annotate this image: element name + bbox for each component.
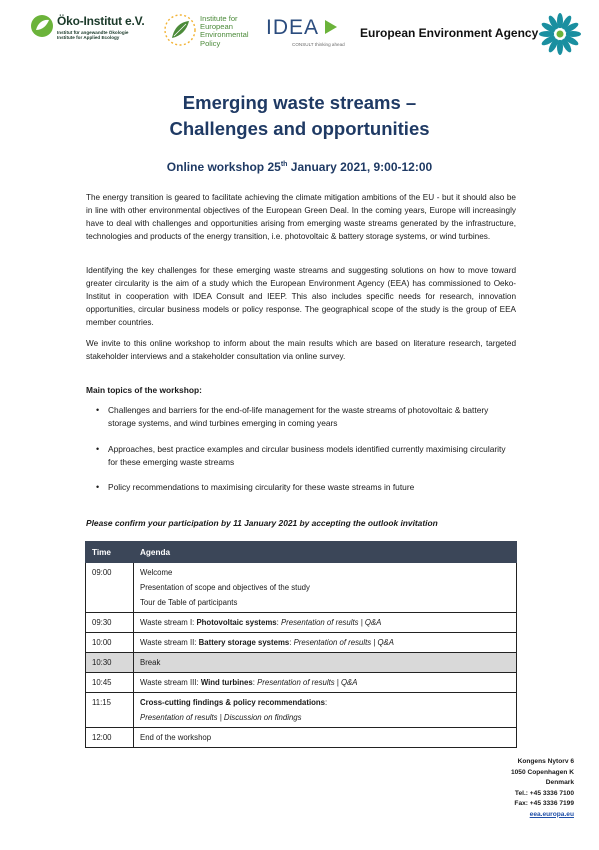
bullet-icon: •	[96, 482, 100, 492]
agenda-item-format: Presentation of results | Discussion on findings	[140, 713, 302, 722]
eea-address-block	[440, 757, 574, 820]
agenda-time: 11:15	[86, 693, 134, 728]
intro-paragraph-1: The energy transition is geared to facilitate achieving the climate mitigation ambitions of the EU - but it should also be in line with other environmental objectives of the European Green Deal. In the coming years, Europe will increasingly have to deal with challenges and opportunities arising from emerging waste streams generated by the infrastructure, technologies and products of the energy transition, i.e. photovoltaic & battery storage systems, or wind turbines.	[86, 193, 516, 241]
agenda-item-format: Presentation of results | Q&A	[293, 638, 394, 647]
agenda-item	[134, 563, 517, 613]
header-time: Time	[86, 542, 134, 563]
agenda-item	[134, 673, 517, 693]
agenda-header-row	[86, 542, 517, 563]
subtitle-superscript: th	[280, 161, 288, 168]
table-row	[86, 693, 517, 728]
agenda-time: 10:30	[86, 653, 134, 673]
agenda-tour: Tour de Table of participants	[140, 598, 238, 607]
topic-item	[96, 443, 513, 469]
agenda-time: 12:00	[86, 728, 134, 748]
agenda-item-topic: Wind turbines	[200, 678, 253, 687]
ieep-line-3: Environmental	[200, 30, 249, 40]
oeko-name: Öko-Institut e.V.	[57, 14, 145, 28]
workshop-date-subtitle	[0, 160, 599, 174]
agenda-item-topic: Battery storage systems	[198, 638, 290, 647]
agenda-item: Break	[134, 653, 517, 673]
eea-name: European Environment Agency	[360, 26, 539, 40]
agenda-item-prefix: Waste stream II:	[140, 638, 199, 647]
eea-website-link[interactable]: eea.europa.eu	[529, 810, 574, 818]
ieep-line-2: European	[200, 22, 233, 32]
subtitle-date: January 2021, 9:00-12:00	[287, 160, 433, 174]
oeko-leaf-icon	[30, 14, 54, 38]
topic-text: Approaches, best practice examples and circular business models identified currently maximising circularity for these emerging waste streams	[108, 444, 506, 467]
table-row	[86, 673, 517, 693]
agenda-item-heading	[140, 695, 510, 710]
oeko-institut-logo	[30, 14, 154, 48]
page-title-line-1: Emerging waste streams –	[182, 92, 417, 113]
agenda-item: End of the workshop	[134, 728, 517, 748]
idea-name: IDEA	[266, 16, 320, 39]
table-row	[86, 563, 517, 613]
topics-heading: Main topics of the workshop:	[86, 385, 202, 395]
agenda-item-prefix: Waste stream I:	[140, 618, 197, 627]
idea-tagline: CONSULT thinking ahead	[292, 42, 345, 47]
oeko-subtitle-en: Institute for Applied Ecology	[57, 35, 120, 40]
address-street: Kongens Nytorv 6	[517, 758, 574, 765]
page-title-line-2: Challenges and opportunities	[169, 118, 430, 139]
agenda-item-separator: :	[252, 678, 258, 687]
table-row	[86, 613, 517, 633]
agenda-item-separator: :	[289, 638, 294, 647]
agenda-time: 10:45	[86, 673, 134, 693]
oeko-subtitle-de: Institut für angewandte Ökologie	[57, 30, 129, 35]
address-phone: Tel.: +45 3336 7100	[514, 789, 574, 797]
agenda-time: 10:00	[86, 633, 134, 653]
subtitle-text: Online workshop 25	[166, 160, 281, 174]
agenda-item-topic: Cross-cutting findings & policy recommendations	[140, 698, 325, 707]
address-city: 1050 Copenhagen K	[510, 768, 574, 776]
header-agenda: Agenda	[134, 542, 517, 563]
ieep-name	[200, 15, 249, 48]
agenda-item-format: Presentation of results | Q&A	[257, 678, 358, 687]
eea-logo	[360, 12, 582, 56]
idea-triangle-icon	[324, 19, 338, 35]
agenda-welcome: Welcome	[140, 568, 173, 577]
agenda-item-separator: :	[324, 698, 328, 707]
intro-paragraph-3: We invite to this online workshop to inform about the main results which are based on literature research, targeted stakeholder interviews and a stakeholder consultation via online survey.	[86, 339, 516, 361]
ieep-line-4: Policy	[200, 38, 221, 48]
ieep-line-1: Institute for	[200, 14, 238, 23]
topic-text: Policy recommendations to maximising circularity for these waste streams in future	[108, 482, 415, 492]
address-fax: Fax: +45 3336 7199	[514, 800, 574, 807]
logo-bar	[30, 12, 582, 58]
bullet-icon: •	[96, 405, 100, 415]
agenda-item-format: Presentation of results | Q&A	[280, 618, 382, 627]
intro-paragraph-2: Identifying the key challenges for these emerging waste streams and suggesting solutions on how to move toward greater circularity is the aim of a study which the European Environment Agency (EEA) has commissioned to Oeko-Institut in cooperation with IDEA Consult and IEEP. This also includes specific needs for research, innovation opportunities, circular business models or policy response. The geographical scope of the study is the group of EEA member countries.	[86, 266, 516, 327]
agenda-scope: Presentation of scope and objectives of the study	[140, 583, 310, 592]
rsvp-note: Please confirm your participation by 11 January 2021 by accepting the outlook invitation	[86, 518, 438, 528]
ieep-logo	[162, 12, 258, 52]
agenda-item	[134, 613, 517, 633]
table-row	[86, 728, 517, 748]
agenda-time: 09:30	[86, 613, 134, 633]
agenda-item-separator: :	[276, 618, 281, 627]
agenda-item-topic: Photovoltaic systems	[196, 618, 277, 627]
idea-consult-logo	[266, 16, 346, 52]
agenda-item	[134, 633, 517, 653]
agenda-item	[134, 693, 517, 728]
table-row-break	[86, 653, 517, 673]
ieep-leaf-wreath-icon	[162, 12, 198, 48]
topic-text: Challenges and barriers for the end-of-life management for the waste streams of photovoltaic & battery storage systems, and wind turbines emerging in coming years	[108, 405, 489, 428]
eea-flower-icon	[538, 12, 582, 56]
topic-item	[96, 404, 513, 430]
address-country: Denmark	[545, 779, 574, 786]
bullet-icon: •	[96, 444, 100, 454]
agenda-item-prefix: Waste stream III:	[140, 678, 201, 687]
agenda-table	[85, 541, 517, 748]
topic-item	[96, 481, 513, 494]
table-row	[86, 633, 517, 653]
agenda-time: 09:00	[86, 563, 134, 613]
